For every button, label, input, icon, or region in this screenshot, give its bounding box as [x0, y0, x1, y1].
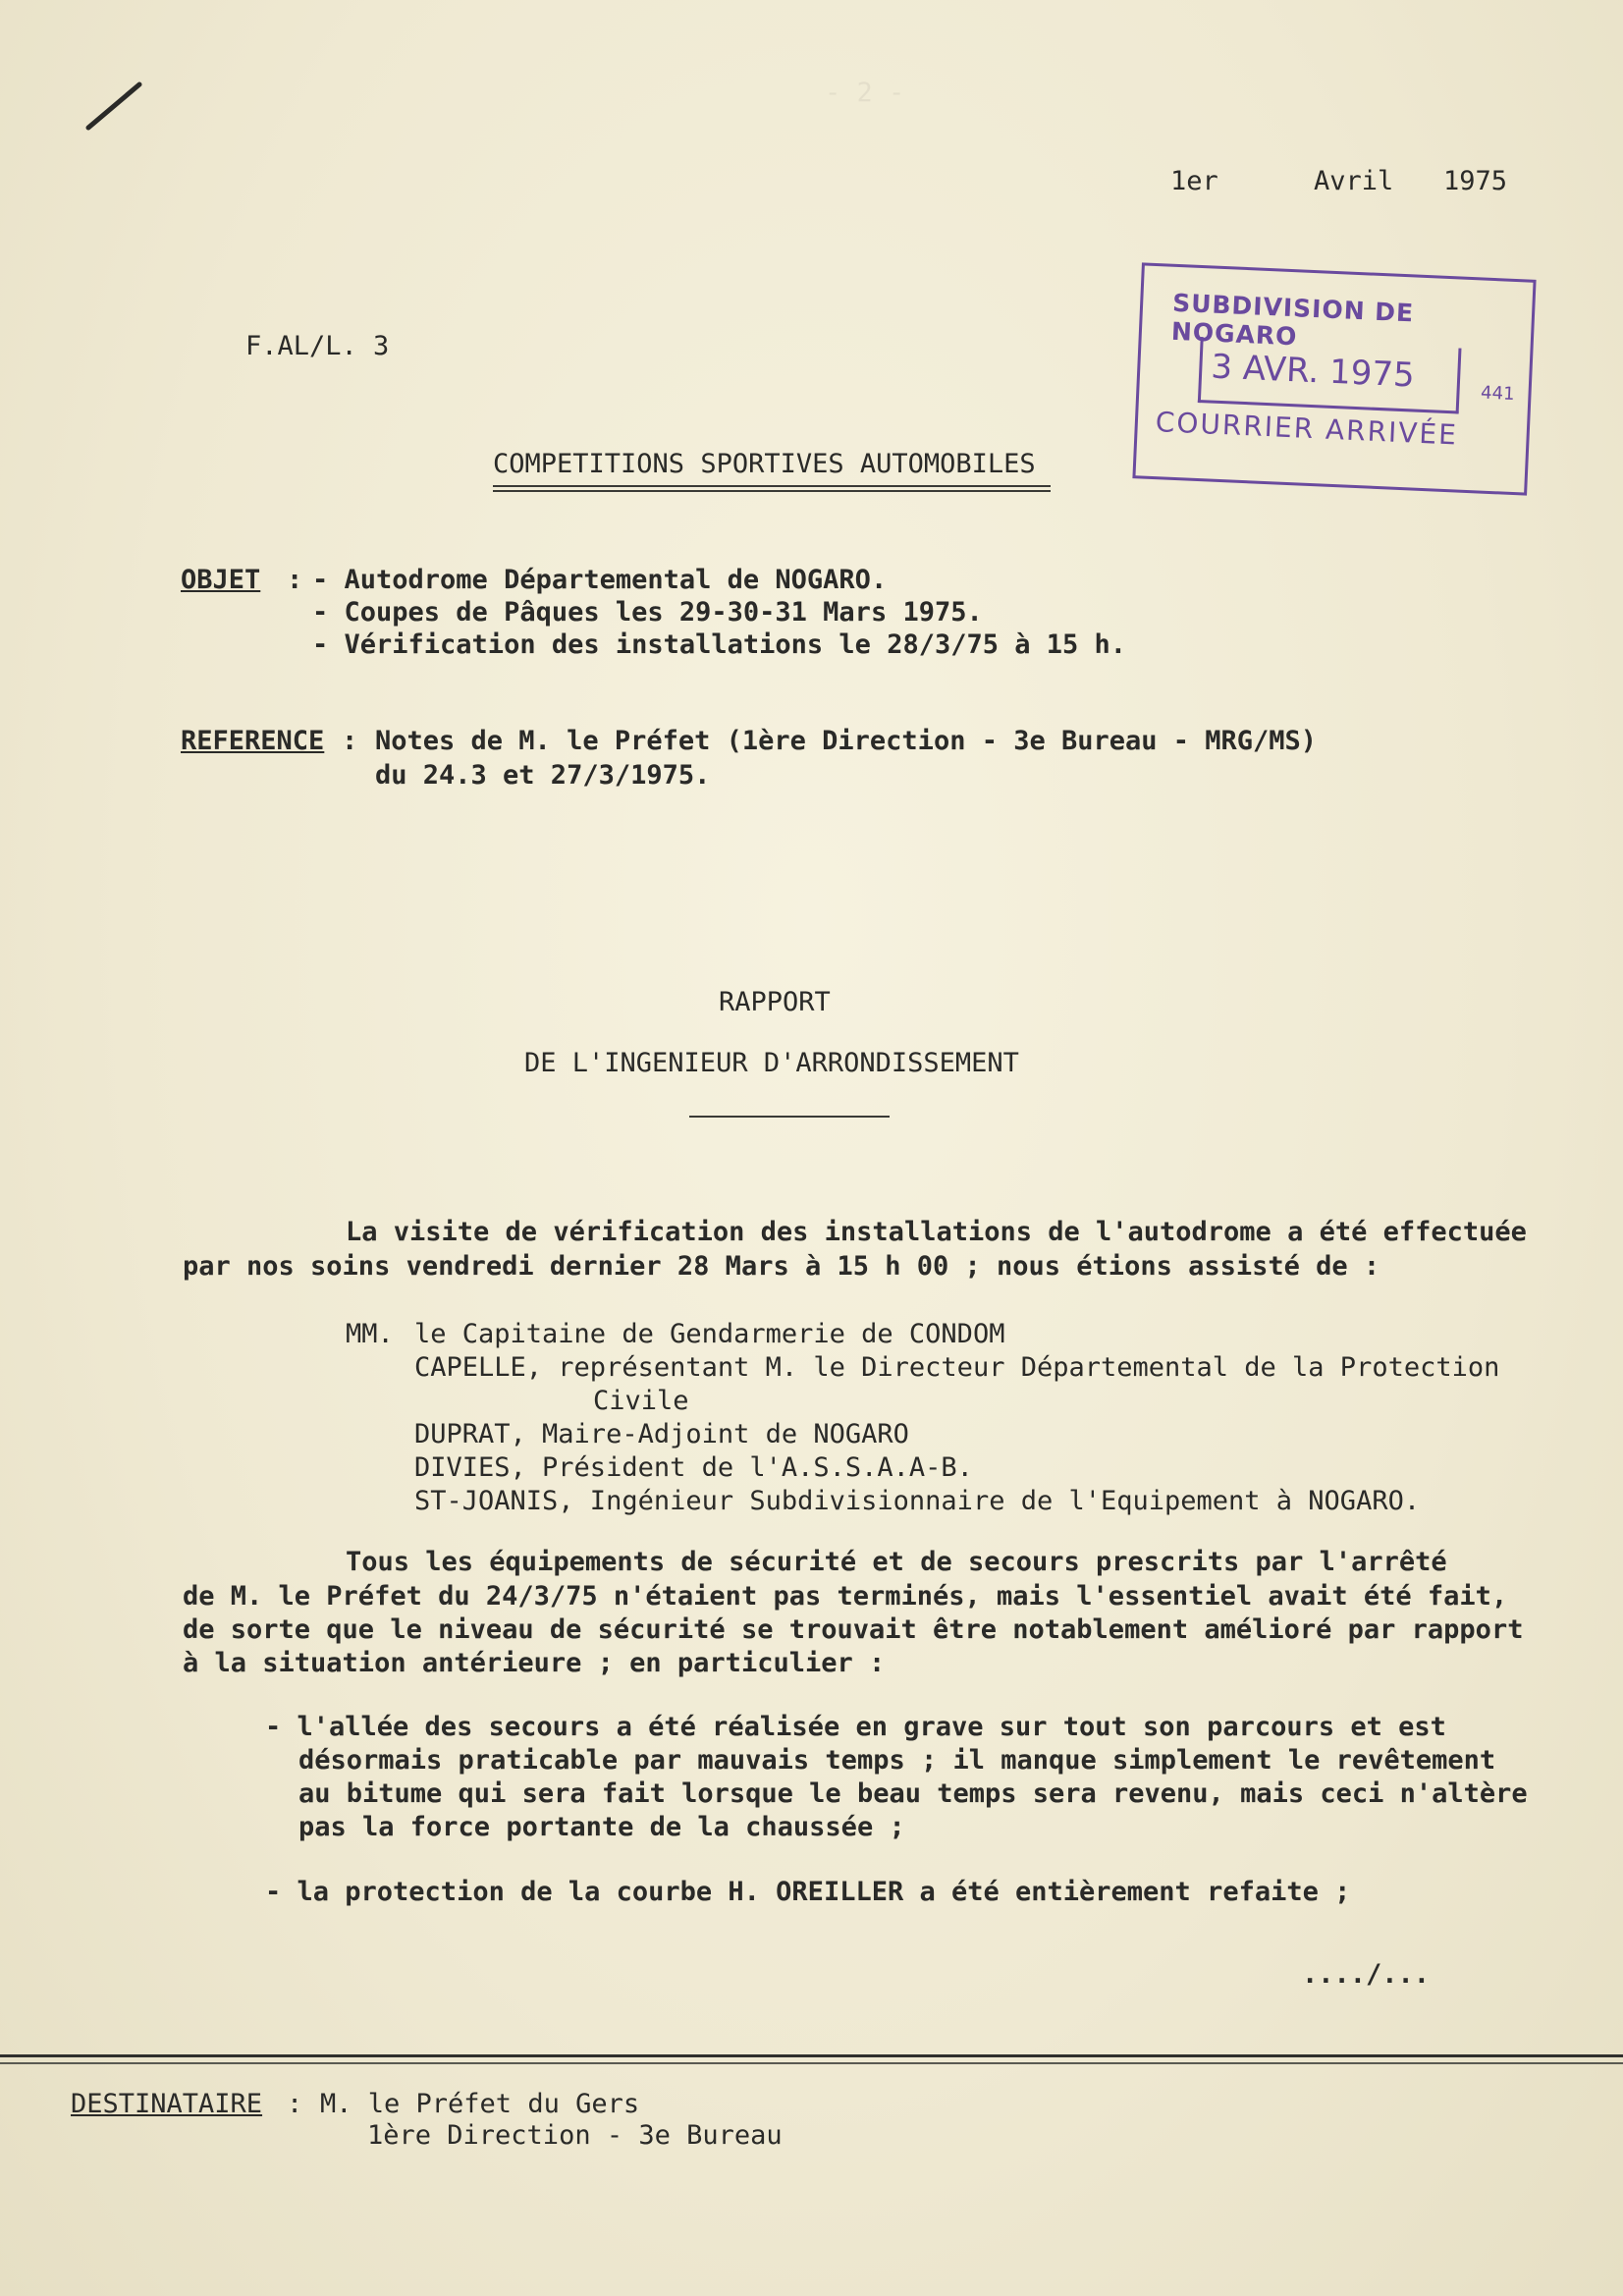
intro-line-2: par nos soins vendredi dernier 28 Mars à 15 h 00 ; nous étions assisté de : [183, 1251, 1380, 1282]
destinataire-line-2: 1ère Direction - 3e Bureau [367, 2120, 783, 2151]
footer-rule [0, 2054, 1623, 2057]
bullet2-line: - la protection de la courbe H. OREILLER a été entièrement refaite ; [265, 1877, 1351, 1907]
show-through-text: - 2 - [825, 78, 905, 108]
reference-label: REFERENCE [181, 726, 325, 756]
stamp-subdivision: SUBDIVISION DE NOGARO [1170, 288, 1415, 352]
date-day: 1er [1170, 166, 1218, 196]
attendee-3: DUPRAT, Maire-Adjoint de NOGARO [414, 1419, 909, 1449]
attendee-4: DIVIES, Président de l'A.S.S.A.A-B. [414, 1452, 973, 1483]
attendee-2: CAPELLE, représentant M. le Directeur Départemental de la Protection [414, 1352, 1500, 1383]
pen-mark-icon [81, 77, 149, 136]
bullet1-line-1: - l'allée des secours a été réalisée en grave sur tout son parcours et est [265, 1712, 1446, 1742]
bullet1-line-3: au bitume qui sera fait lorsque le beau temps sera revenu, mais ceci n'altère [298, 1778, 1528, 1809]
rapport-underline [689, 1116, 890, 1118]
para2-line-2: de M. le Préfet du 24/3/75 n'étaient pas terminés, mais l'essentiel avait été fait, [183, 1581, 1508, 1612]
reference-line-1: Notes de M. le Préfet (1ère Direction - 3e Bureau - MRG/MS) [375, 726, 1318, 756]
reference-separator: : [342, 726, 358, 756]
para2-line-4: à la situation antérieure ; en particulier : [183, 1648, 886, 1678]
rapport-title: RAPPORT [719, 987, 831, 1017]
bullet1-line-2: désormais praticable par mauvais temps ; il manque simplement le revêtement [298, 1745, 1496, 1776]
footer-rule-secondary [0, 2062, 1623, 2064]
objet-item-3: - Vérification des installations le 28/3/75 à 15 h. [312, 629, 1127, 660]
objet-item-2: - Coupes de Pâques les 29-30-31 Mars 1975. [312, 597, 983, 628]
attendee-2-cont: Civile [593, 1386, 689, 1416]
destinataire-line-1: M. le Préfet du Gers [320, 2089, 640, 2119]
heading-underline [493, 485, 1051, 492]
rapport-subtitle: DE L'INGENIEUR D'ARRONDISSEMENT [524, 1048, 1019, 1078]
para2-line-3: de sorte que le niveau de sécurité se trouvait être notablement amélioré par rapport [183, 1614, 1524, 1645]
objet-separator: : [287, 565, 303, 595]
objet-label: OBJET [181, 565, 261, 595]
intro-line-1: La visite de vérification des installations de l'autodrome a été effectuée [346, 1217, 1527, 1247]
stamp-date: 3 AVR. 1975 [1210, 347, 1416, 396]
reference-code: F.AL/L. 3 [245, 331, 390, 361]
destinataire-label: DESTINATAIRE [71, 2089, 263, 2119]
received-stamp [1132, 262, 1536, 495]
continued-marker: ..../... [1302, 1959, 1431, 1990]
bullet1-line-4: pas la force portante de la chaussée ; [298, 1812, 905, 1842]
destinataire-separator: : [287, 2089, 303, 2119]
date-year: 1975 [1443, 166, 1508, 196]
stamp-number: 441 [1480, 382, 1515, 406]
attendees-prefix: MM. [346, 1319, 394, 1349]
reference-line-2: du 24.3 et 27/3/1975. [375, 760, 711, 791]
para2-line-1: Tous les équipements de sécurité et de secours prescrits par l'arrêté [346, 1547, 1447, 1577]
stamp-courrier: COURRIER ARRIVÉE [1155, 406, 1459, 452]
date-month: Avril [1314, 166, 1394, 196]
objet-item-1: - Autodrome Départemental de NOGARO. [312, 565, 888, 595]
attendee-1: le Capitaine de Gendarmerie de CONDOM [414, 1319, 1005, 1349]
attendee-5: ST-JOANIS, Ingénieur Subdivisionnaire de l'Equipement à NOGARO. [414, 1486, 1421, 1516]
heading-title: COMPETITIONS SPORTIVES AUTOMOBILES [493, 449, 1036, 479]
